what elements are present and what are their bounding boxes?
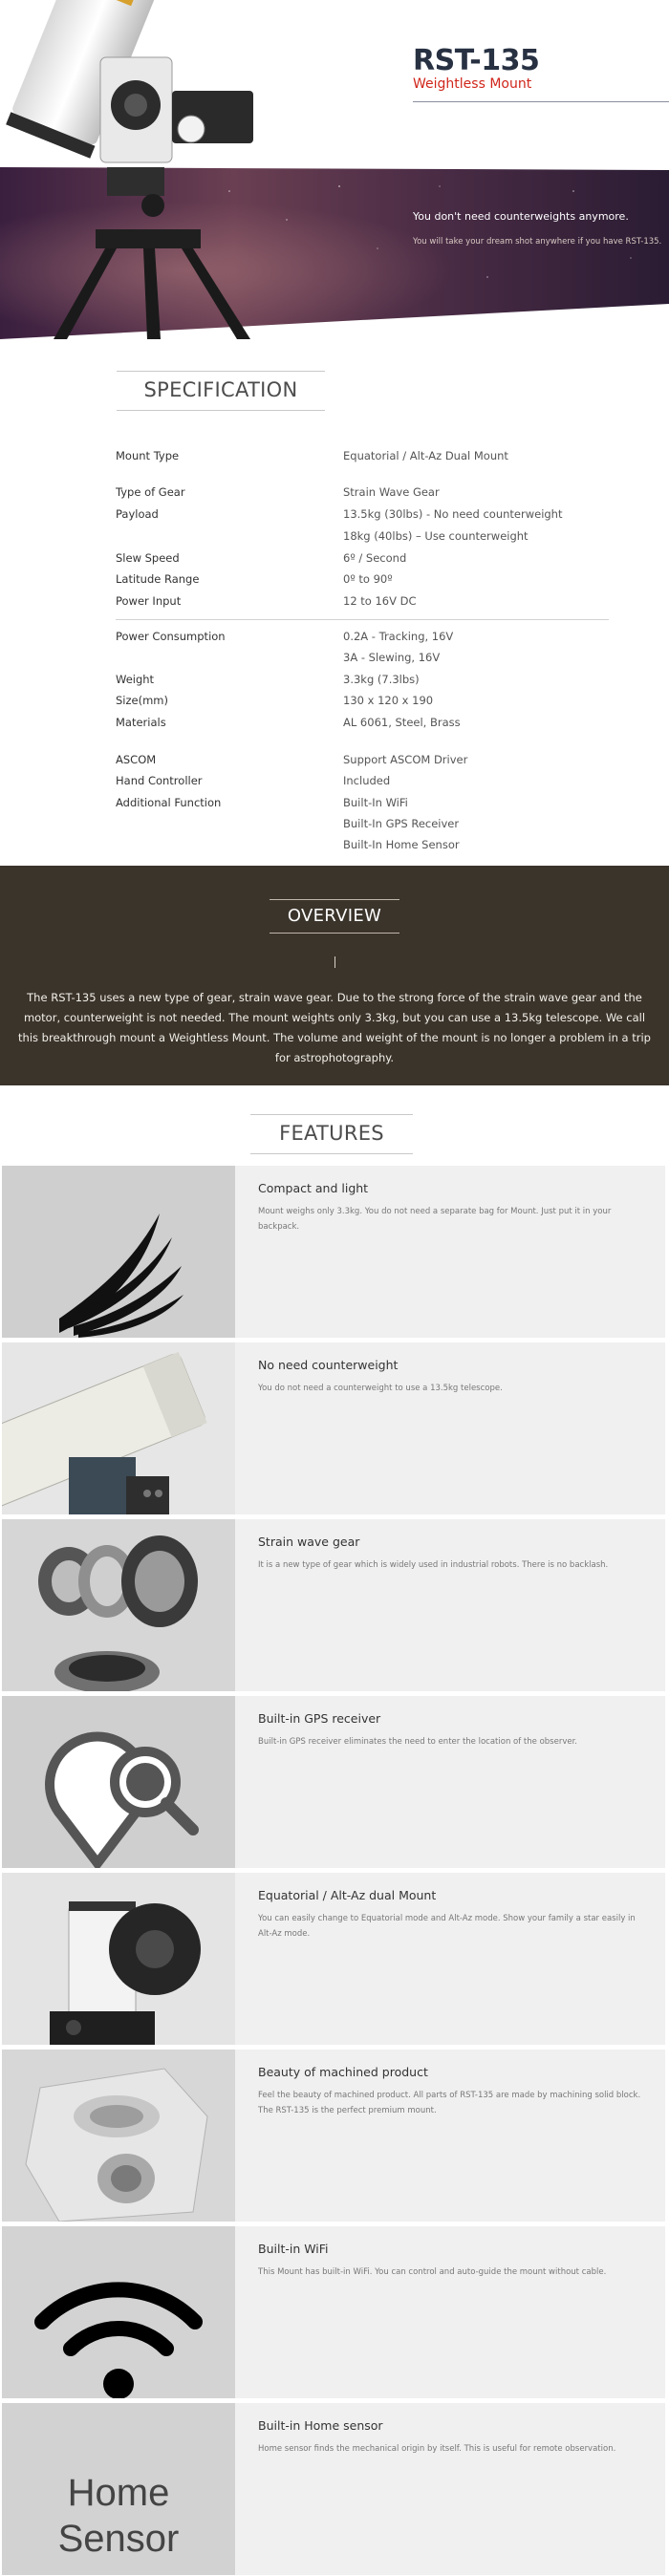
spec-value: Built-In GPS Receiver bbox=[343, 817, 460, 830]
overview-section bbox=[0, 866, 669, 1085]
spec-label: Latitude Range bbox=[116, 572, 200, 586]
spec-label: Size(mm) bbox=[116, 694, 168, 707]
home-sensor-word-2: Sensor bbox=[57, 2518, 180, 2560]
spec-label: Materials bbox=[116, 716, 166, 729]
spec-value: Strain Wave Gear bbox=[343, 485, 440, 499]
product-title: RST-135 bbox=[413, 44, 540, 77]
spec-label: ASCOM bbox=[116, 753, 157, 766]
spec-value: 12 to 16V DC bbox=[343, 594, 417, 608]
spec-value: 3.3kg (7.3lbs) bbox=[343, 673, 420, 686]
overview-rule-top bbox=[270, 899, 399, 900]
feature-description: You do not need a counterweight to use a 13.5kg telescope. bbox=[258, 1384, 503, 1393]
feature-description: Home sensor finds the mechanical origin by itself. This is useful for remote observation. bbox=[258, 2444, 616, 2454]
spec-divider bbox=[116, 619, 609, 620]
spec-label: Additional Function bbox=[116, 796, 222, 809]
spec-label: Power Input bbox=[116, 594, 182, 608]
wifi-icon bbox=[2, 2226, 235, 2398]
spec-label: Weight bbox=[116, 673, 155, 686]
feature-title: Beauty of machined product bbox=[258, 2065, 428, 2079]
hero-tagline: You don't need counterweights anymore. bbox=[413, 210, 629, 223]
feature-card bbox=[2, 2226, 665, 2398]
spec-label: Slew Speed bbox=[116, 551, 180, 565]
spec-value: Equatorial / Alt-Az Dual Mount bbox=[343, 449, 508, 462]
feature-image bbox=[2, 2226, 235, 2398]
gear-icon bbox=[2, 1519, 235, 1691]
hero-banner bbox=[0, 0, 669, 339]
feature-image bbox=[2, 1519, 235, 1691]
overview-rule-bottom bbox=[270, 933, 399, 934]
feature-title: Strain wave gear bbox=[258, 1535, 360, 1549]
feature-card bbox=[2, 1342, 665, 1514]
machined-part-icon bbox=[2, 2050, 235, 2222]
home-sensor-icon bbox=[2, 2470, 235, 2562]
spec-value: 3A - Slewing, 16V bbox=[343, 651, 441, 664]
spec-value: Built-In WiFi bbox=[343, 796, 408, 809]
feature-card bbox=[2, 1696, 665, 1868]
feature-card bbox=[2, 1873, 665, 2045]
spec-value: Included bbox=[343, 774, 391, 787]
features-heading bbox=[250, 1114, 413, 1154]
feature-title: Equatorial / Alt-Az dual Mount bbox=[258, 1888, 437, 1902]
feature-description: Built-in GPS receiver eliminates the need to enter the location of the observer. bbox=[258, 1737, 577, 1747]
feature-card bbox=[2, 2403, 665, 2575]
spec-value: 0.2A - Tracking, 16V bbox=[343, 630, 454, 643]
feature-image bbox=[2, 1873, 235, 2045]
hero-background bbox=[0, 0, 669, 339]
spec-value: 6º / Second bbox=[343, 551, 407, 565]
spec-value: 18kg (40lbs) – Use counterweight bbox=[343, 529, 529, 543]
feature-card bbox=[2, 1519, 665, 1691]
feature-description: This Mount has built-in WiFi. You can control and auto-guide the mount without cable. bbox=[258, 2267, 607, 2277]
overview-text: The RST-135 uses a new type of gear, strain wave gear. Due to the strong force of the strain wave gear and the motor, counterweight is not needed. The mount weights only 3.3kg, but you can use a 13.5kg telescope. We call this breakthrough mount a Weightless Mount. The volume and weight of the mount is no longer a problem in a trip for astrophotography. bbox=[18, 991, 651, 1064]
hero-subtagline: You will take your dream shot anywhere if you have RST-135. bbox=[413, 237, 662, 247]
feature-description: Mount weighs only 3.3kg. You do not need a separate bag for Mount. Just put it in your backpack. bbox=[258, 1207, 612, 1232]
overview-divider-tick bbox=[334, 956, 335, 968]
features-heading-text: FEATURES bbox=[279, 1122, 384, 1145]
feature-card bbox=[2, 2050, 665, 2222]
map-pin-icon bbox=[2, 1696, 235, 1868]
overview-heading: OVERVIEW bbox=[287, 906, 382, 926]
spec-label: Payload bbox=[116, 507, 159, 521]
feature-description: You can easily change to Equatorial mode and Alt-Az mode. Show your family a star easily in Alt-Az mode. bbox=[258, 1914, 636, 1939]
spec-label: Hand Controller bbox=[116, 774, 203, 787]
feature-title: Built-in GPS receiver bbox=[258, 1711, 381, 1726]
feature-card bbox=[2, 1166, 665, 1338]
feature-title: Compact and light bbox=[258, 1181, 369, 1195]
feature-description: It is a new type of gear which is widely used in industrial robots. There is no backlash. bbox=[258, 1560, 609, 1570]
feature-title: Built-in Home sensor bbox=[258, 2418, 383, 2433]
feature-title: Built-in WiFi bbox=[258, 2242, 329, 2256]
feature-image bbox=[2, 1166, 235, 1338]
feature-image bbox=[2, 1696, 235, 1868]
spec-label: Type of Gear bbox=[116, 485, 185, 499]
spec-label: Power Consumption bbox=[116, 630, 226, 643]
home-sensor-word-1: Home bbox=[67, 2472, 170, 2514]
spec-value: AL 6061, Steel, Brass bbox=[343, 716, 461, 729]
specification-heading bbox=[117, 371, 325, 411]
title-divider bbox=[413, 101, 669, 102]
spec-value: Support ASCOM Driver bbox=[343, 753, 468, 766]
spec-value: 13.5kg (30lbs) - No need counterweight bbox=[343, 507, 563, 521]
product-subtitle: Weightless Mount bbox=[413, 76, 532, 92]
spec-value: 130 x 120 x 190 bbox=[343, 694, 434, 707]
feature-title: No need counterweight bbox=[258, 1358, 399, 1372]
spec-label: Mount Type bbox=[116, 449, 180, 462]
wing-icon bbox=[2, 1166, 235, 1338]
specification-heading-text: SPECIFICATION bbox=[143, 378, 298, 401]
feature-image bbox=[2, 2050, 235, 2222]
spec-value: Built-In Home Sensor bbox=[343, 838, 460, 851]
feature-image bbox=[2, 1342, 235, 1514]
feature-description: Feel the beauty of machined product. All parts of RST-135 are made by machining solid block. The RST-135 is the perfect premium mount. bbox=[258, 2091, 641, 2115]
telescope-icon bbox=[2, 1342, 235, 1514]
mount-icon bbox=[2, 1873, 235, 2045]
feature-image bbox=[2, 2403, 235, 2575]
spec-value: 0º to 90º bbox=[343, 572, 393, 586]
